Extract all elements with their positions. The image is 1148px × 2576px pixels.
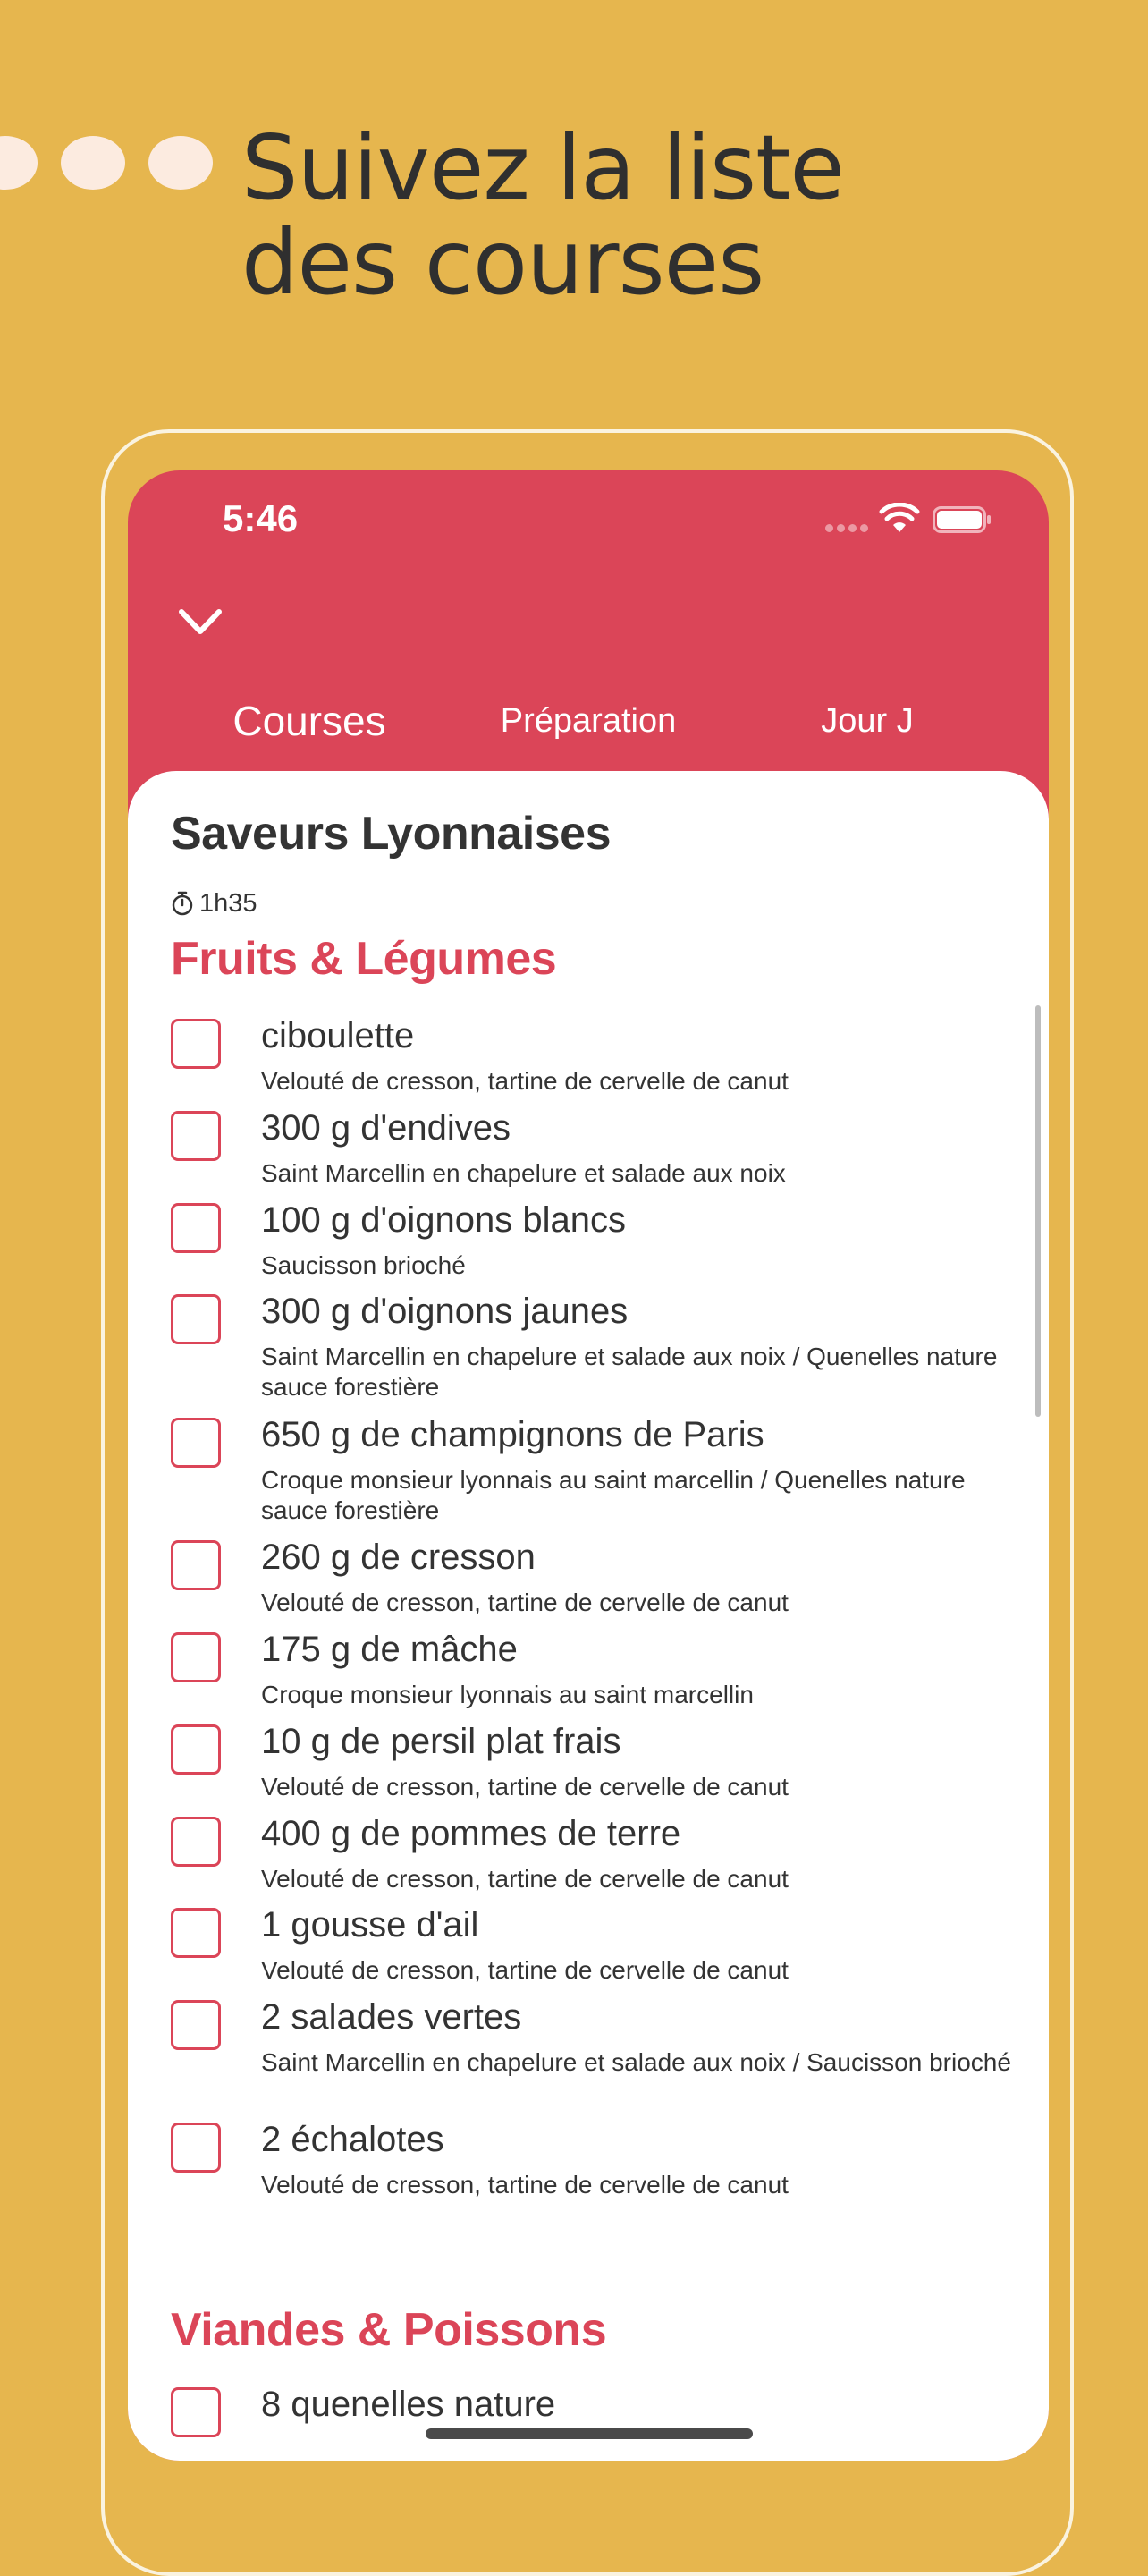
item-checkbox[interactable] <box>171 1203 221 1253</box>
item-recipes: Saint Marcellin en chapelure et salade aux noix / Saucisson brioché <box>261 2048 1011 2076</box>
home-indicator[interactable] <box>426 2428 753 2439</box>
item-name: 2 salades vertes <box>261 1997 522 2037</box>
cellular-signal-icon <box>825 524 868 533</box>
item-recipes: Velouté de cresson, tartine de cervelle de canut <box>261 1956 789 1984</box>
item-checkbox[interactable] <box>171 2123 221 2173</box>
app-screen <box>128 470 1049 2461</box>
item-name: 300 g d'endives <box>261 1108 511 1148</box>
tab-preparation[interactable]: Préparation <box>500 702 677 740</box>
item-name: 175 g de mâche <box>261 1630 518 1669</box>
stopwatch-icon <box>171 890 194 917</box>
recipe-title: Saveurs Lyonnaises <box>171 808 611 860</box>
item-name: 300 g d'oignons jaunes <box>261 1292 629 1331</box>
item-checkbox[interactable] <box>171 1418 221 1468</box>
item-name: 1 gousse d'ail <box>261 1905 479 1945</box>
page-dot <box>148 136 213 190</box>
item-checkbox[interactable] <box>171 1294 221 1344</box>
page-dot <box>0 136 38 190</box>
item-name: 100 g d'oignons blancs <box>261 1200 626 1240</box>
item-name: 400 g de pommes de terre <box>261 1814 681 1853</box>
battery-icon <box>933 506 992 533</box>
tab-bar <box>128 685 1049 757</box>
item-recipes: Velouté de cresson, tartine de cervelle de canut <box>261 1067 789 1095</box>
tab-jour-j[interactable]: Jour J <box>821 702 914 740</box>
chevron-down-icon[interactable] <box>169 596 232 649</box>
page-dot <box>61 136 125 190</box>
promo-headline <box>241 115 1046 315</box>
wifi-icon <box>879 503 920 533</box>
promo-headline-line: Suivez la liste <box>241 115 844 220</box>
item-recipes: Saint Marcellin en chapelure et salade aux noix <box>261 1159 786 1187</box>
tab-courses[interactable]: Courses <box>232 698 386 744</box>
item-recipes: Velouté de cresson, tartine de cervelle de canut <box>261 1773 789 1801</box>
item-recipes: Saucisson brioché <box>261 1251 466 1279</box>
shopping-list-sheet[interactable] <box>128 771 1049 2461</box>
promo-headline-line: des courses <box>241 210 764 315</box>
status-time: 5:46 <box>223 497 299 539</box>
page-indicator-dots <box>0 136 224 190</box>
item-recipes: Croque monsieur lyonnais au saint marcellin / Quenelles nature sauce forestière <box>261 1466 966 1524</box>
item-recipes: Velouté de cresson, tartine de cervelle de canut <box>261 2171 789 2199</box>
item-name: 2 échalotes <box>261 2120 444 2159</box>
item-checkbox[interactable] <box>171 1019 221 1069</box>
item-checkbox[interactable] <box>171 1632 221 1682</box>
item-checkbox[interactable] <box>171 2000 221 2050</box>
item-checkbox[interactable] <box>171 1540 221 1590</box>
item-name: 260 g de cresson <box>261 1538 536 1577</box>
item-checkbox[interactable] <box>171 1724 221 1775</box>
scrollbar[interactable] <box>1035 1005 1041 1417</box>
recipe-duration <box>171 887 257 919</box>
duration-value: 1h35 <box>199 888 257 918</box>
item-name: 10 g de persil plat frais <box>261 1722 621 1761</box>
item-name: 650 g de champignons de Paris <box>261 1415 764 1454</box>
item-recipes: Saint Marcellin en chapelure et salade aux noix / Quenelles nature sauce forestière <box>261 1343 998 1401</box>
item-recipes: Velouté de cresson, tartine de cervelle de canut <box>261 1589 789 1616</box>
item-name: ciboulette <box>261 1016 415 1055</box>
item-recipes: Velouté de cresson, tartine de cervelle de canut <box>261 1865 789 1893</box>
item-checkbox[interactable] <box>171 2387 221 2437</box>
item-checkbox[interactable] <box>171 1908 221 1958</box>
item-checkbox[interactable] <box>171 1111 221 1161</box>
item-recipes: Croque monsieur lyonnais au saint marcellin <box>261 1681 754 1708</box>
item-checkbox[interactable] <box>171 1817 221 1867</box>
section-title-viandes-poissons: Viandes & Poissons <box>171 2304 607 2356</box>
item-name: 8 quenelles nature <box>261 2385 556 2424</box>
section-title-fruits-legumes: Fruits & Légumes <box>171 933 557 985</box>
